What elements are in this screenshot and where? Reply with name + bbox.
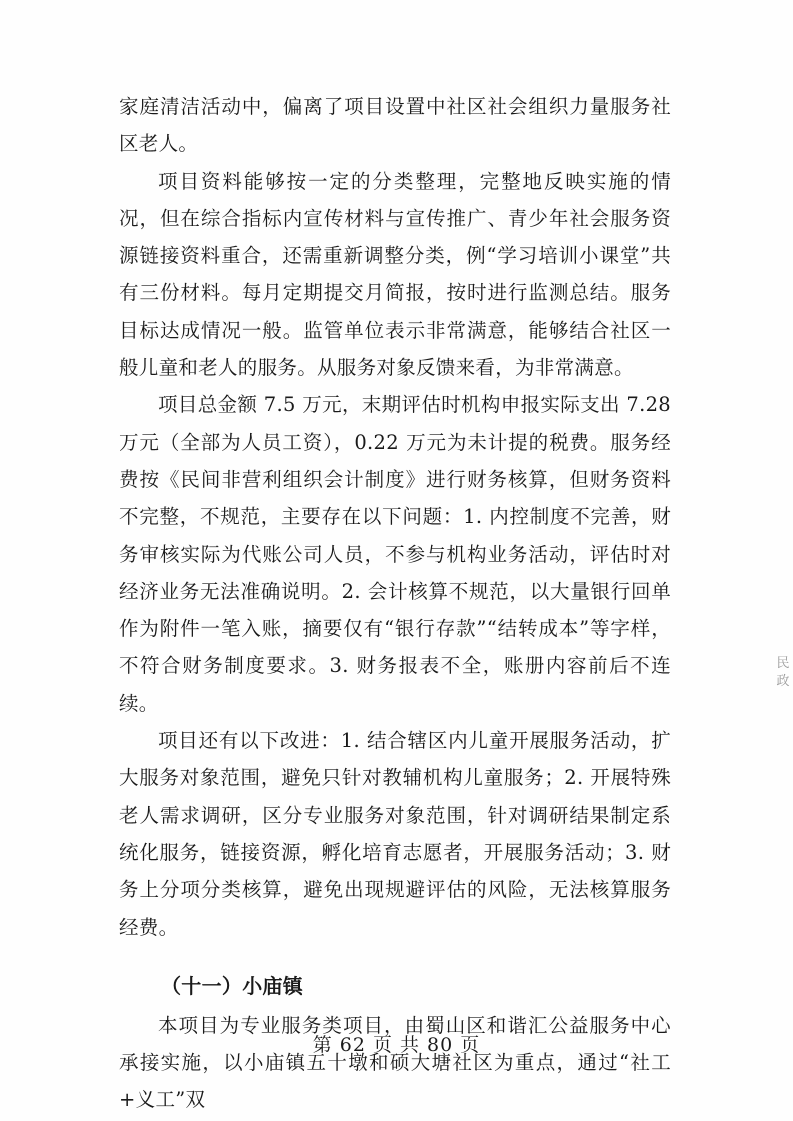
- section-heading: （十一）小庙镇: [161, 973, 304, 998]
- paragraph-continuation: 家庭清洁活动中，偏离了项目设置中社区社会组织力量服务社区老人。: [119, 95, 671, 156]
- body-text: [119, 88, 671, 1119]
- margin-stamp-text: 民政: [776, 656, 790, 689]
- paragraph-finance: 项目总金额 7.5 万元，末期评估时机构申报实际支出 7.28 万元（全部为人员工资），0.22 万元为未计提的税费。服务经费按《民间非营利组织会计制度》进行财务核算，但财务资料不完整，不规范，主要存在以下问题：1. 内控制度不完善，财务审核实际为代账公司人员，不参与机构业务活动，评估时对经济业务无法准确说明。2. 会计核算不规范，以大量银行回单作为附件一笔入账，摘要仅有“银行存款”“结转成本”等字样，不符合财务制度要求。3. 财务报表不全，账册内容前后不连续。: [119, 393, 671, 715]
- paragraph-materials: 项目资料能够按一定的分类整理，完整地反映实施的情况，但在综合指标内宣传材料与宣传推广、青少年社会服务资源链接资料重合，还需重新调整分类，例“学习培训小课堂”共有三份材料。每月定期提交月简报，按时进行监测总结。服务目标达成情况一般。监管单位表示非常满意，能够结合社区一般儿童和老人的服务。从服务对象反馈来看，为非常满意。: [119, 169, 671, 380]
- margin-stamp-fragment: [775, 655, 791, 765]
- page-footer: 第 62 页 共 80 页: [312, 1034, 481, 1056]
- paragraph-improvements: 项目还有以下改进：1. 结合辖区内儿童开展服务活动，扩大服务对象范围，避免只针对教辅机构儿童服务；2. 开展特殊老人需求调研，区分专业服务对象范围，针对调研结果制定系统化服务，链接资源，孵化培育志愿者，开展服务活动；3. 财务上分项分类核算，避免出现规避评估的风险，无法核算服务经费。: [119, 729, 671, 939]
- section-paragraph: 本项目为专业服务类项目，由蜀山区和谐汇公益服务中心承接实施，以小庙镇五十墩和硕大塘社区为重点，通过“社工+义工”双: [119, 1013, 671, 1112]
